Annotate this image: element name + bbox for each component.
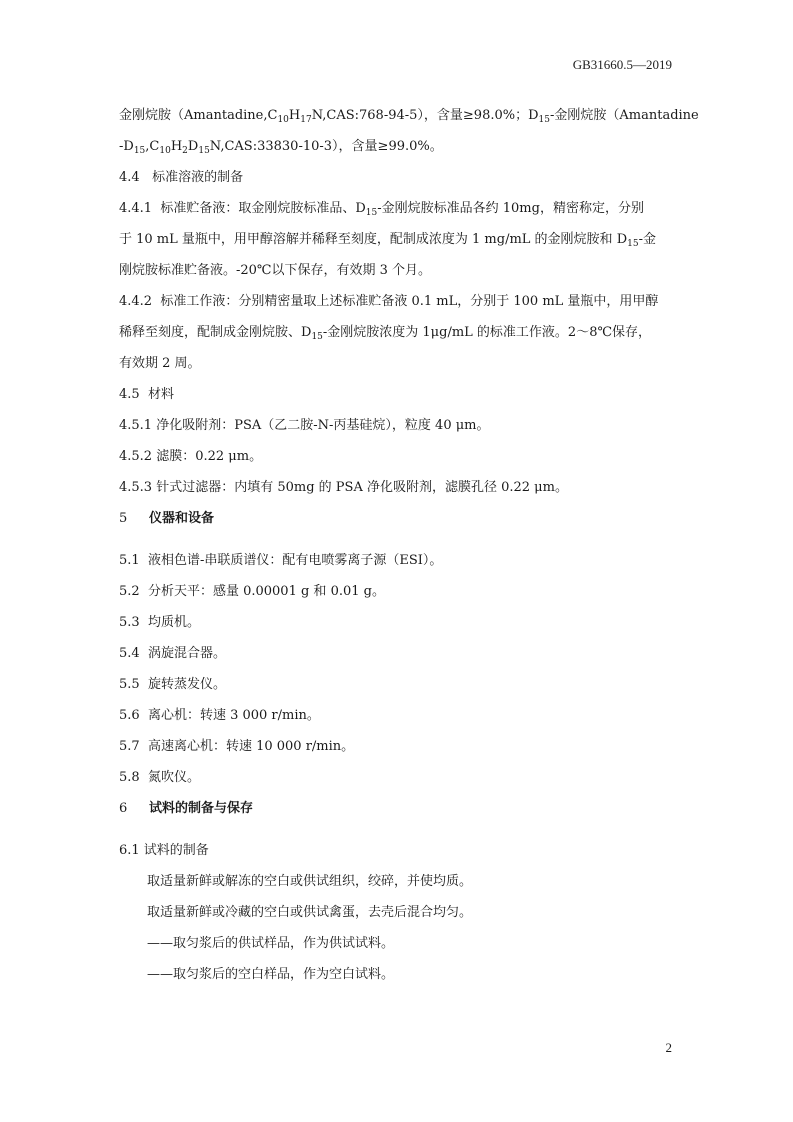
section-5-heading (119, 503, 675, 534)
text-run: -金刚烷胺（Amantadine (549, 108, 699, 123)
clause-number: 4.4.1 (119, 201, 153, 216)
clause-5-8 (119, 762, 675, 793)
clause-text: 氮吹仪。 (147, 770, 200, 785)
paragraph-line: 取适量新鲜或解冻的空白或供试组织，绞碎，并使均质。 (147, 874, 473, 889)
list-item: ——取匀浆后的供试样品，作为供试试料。 (147, 936, 395, 951)
subscript: 15 (198, 146, 210, 156)
page-number: 2 (665, 1040, 672, 1055)
page-body (119, 100, 699, 990)
clause-text: 高速离心机：转速 10 000 r/min。 (147, 739, 355, 754)
clause-number: 5.5 (119, 677, 140, 692)
text-run: 稀释至刻度，配制成金刚烷胺、D (119, 325, 312, 340)
section-number: 4.4 (119, 170, 140, 185)
paragraph-line: 有效期 2 周。 (119, 356, 201, 371)
clause-4-5-1: 4.5.1 净化吸附剂：PSA（乙二胺-N-丙基硅烷），粒度 40 μm。 (119, 418, 490, 433)
paragraph-line (119, 100, 699, 131)
subscript: 15 (311, 332, 323, 342)
section-4-5-heading (119, 379, 675, 410)
clause-text: 均质机。 (147, 615, 200, 630)
text-run: 标准贮备液：取金刚烷胺标准品、D (160, 201, 366, 216)
text-run: ,C (145, 139, 160, 154)
section-title: 仪器和设备 (149, 511, 215, 526)
text-run: -D (119, 139, 134, 154)
text-run: -金刚烷胺浓度为 1μg/mL 的标准工作液。2～8℃保存， (322, 325, 652, 340)
section-number: 6 (119, 801, 128, 816)
section-number: 4.5 (119, 387, 140, 402)
text-run: N,CAS:768-94-5），含量≥98.0%；D (311, 108, 539, 123)
clause-text: 分析天平：感量 0.00001 g 和 0.01 g。 (147, 584, 385, 599)
clause-number: 5.7 (119, 739, 140, 754)
clause-5-2 (119, 576, 675, 607)
paragraph-line (119, 286, 675, 317)
paragraph-line: 取适量新鲜或冷藏的空白或供试禽蛋，去壳后混合均匀。 (147, 905, 473, 920)
clause-5-6 (119, 700, 675, 731)
section-title: 试料的制备与保存 (149, 801, 254, 816)
text-run: 标准工作液：分别精密量取上述标准贮备液 0.1 mL，分别于 100 mL 量瓶中，用甲醇 (160, 294, 659, 309)
section-6-heading (119, 793, 675, 824)
subscript: 15 (365, 208, 378, 218)
list-item: ——取匀浆后的空白样品，作为空白试料。 (147, 967, 395, 982)
clause-5-7 (119, 731, 675, 762)
section-title: 材料 (147, 387, 174, 402)
text-run: 金刚烷胺（Amantadine,C (119, 108, 278, 123)
clause-number: 5.2 (119, 584, 140, 599)
paragraph-line (119, 131, 675, 162)
clause-number: 5.6 (119, 708, 140, 723)
clause-number: 5.8 (119, 770, 140, 785)
clause-number: 4.4.2 (119, 294, 153, 309)
text-run: D (187, 139, 199, 154)
paragraph-line (119, 224, 675, 255)
section-number: 5 (119, 511, 128, 526)
clause-5-5 (119, 669, 675, 700)
text-run: H (288, 108, 301, 123)
subscript: 2 (182, 146, 188, 156)
subscript: 10 (277, 115, 289, 125)
subscript: 15 (627, 239, 639, 249)
clause-number: 5.4 (119, 646, 140, 661)
text-run: 于 10 mL 量瓶中，用甲醇溶解并稀释至刻度，配制成浓度为 1 mg/mL 的金刚烷胺和 D (119, 232, 628, 247)
section-title: 标准溶液的制备 (152, 170, 244, 185)
clause-text: 液相色谱-串联质谱仪：配有电喷雾离子源（ESI）。 (147, 553, 443, 568)
document-code-header: GB31660.5—2019 (572, 57, 672, 72)
clause-text: 旋转蒸发仪。 (147, 677, 226, 692)
subscript: 10 (159, 146, 171, 156)
clause-6-1-heading: 6.1 试料的制备 (119, 843, 209, 858)
subscript: 15 (133, 146, 146, 156)
text-run: N,CAS:33830-10-3），含量≥99.0%。 (209, 139, 443, 154)
clause-text: 涡旋混合器。 (147, 646, 226, 661)
clause-text: 离心机：转速 3 000 r/min。 (147, 708, 320, 723)
clause-5-3 (119, 607, 675, 638)
clause-4-5-3: 4.5.3 针式过滤器：内填有 50mg 的 PSA 净化吸附剂，滤膜孔径 0.22 μm。 (119, 480, 568, 495)
paragraph-line (119, 193, 675, 224)
clause-5-4 (119, 638, 675, 669)
paragraph-line (119, 317, 675, 348)
clause-number: 5.1 (119, 553, 140, 568)
text-run: -金 (638, 232, 656, 247)
clause-number: 5.3 (119, 615, 140, 630)
text-run: -金刚烷胺标准品各约 10mg，精密称定，分别 (377, 201, 644, 216)
subscript: 17 (300, 115, 312, 125)
paragraph-line: 刚烷胺标准贮备液。-20℃以下保存，有效期 3 个月。 (119, 263, 432, 278)
text-run: H (170, 139, 183, 154)
clause-5-1 (119, 545, 675, 576)
subscript: 15 (538, 115, 550, 125)
clause-4-5-2: 4.5.2 滤膜：0.22 μm。 (119, 449, 263, 464)
section-4-4-heading (119, 162, 675, 193)
